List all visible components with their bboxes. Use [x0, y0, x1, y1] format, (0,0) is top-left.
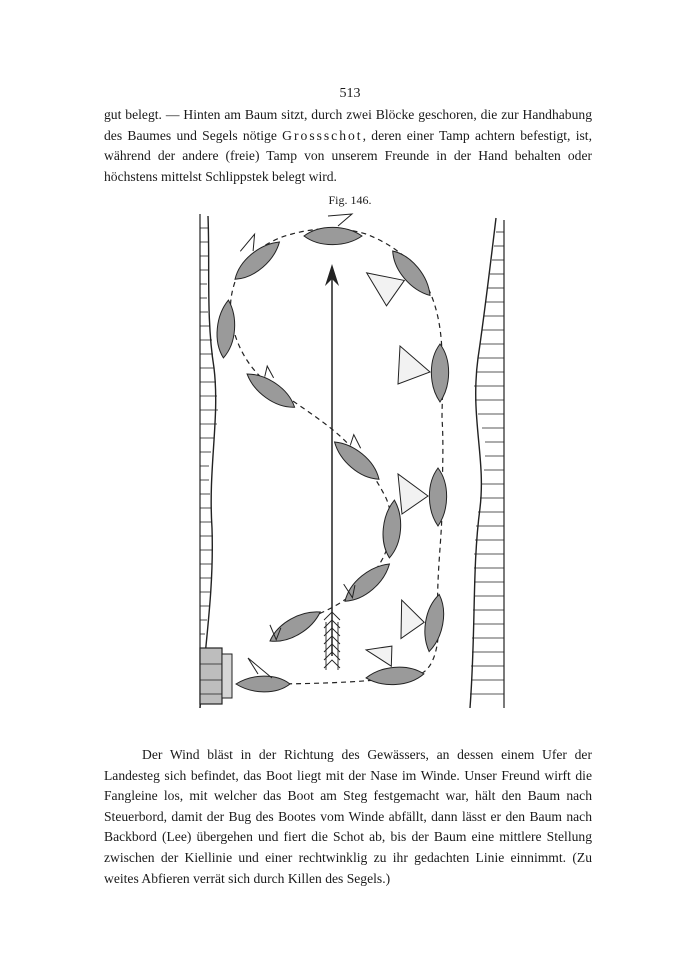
- left-shore: [200, 214, 218, 708]
- paragraph-top-text-1: gut belegt. — Hinten am Baum sitzt, durch zwei Blöcke geschoren, die zur Handhabung des Baumes und Segels nötige: [104, 107, 592, 143]
- paragraph-top: [104, 105, 592, 187]
- boat-11: [329, 428, 391, 486]
- paragraph-top-spaced-word: Grossschot: [282, 127, 363, 143]
- page-number: 513: [339, 86, 361, 101]
- boat-5: [398, 344, 449, 402]
- boat-3: [394, 588, 448, 653]
- boat-12: [381, 499, 403, 558]
- paragraph-bottom: Der Wind bläst in der Richtung des Gewässers, an dessen einem Ufer der Landesteg sich befindet, das Boot liegt mit der Nase im Winde. Unser Freund wirft die Fangleine los, mit welcher das Boot am Steg festgemacht war, hält den Baum nach Steuerbord, damit der Bug des Bootes vom Winde abfällt, dann lässt er den Baum nach Backbord (Lee) übergehen und fiert die Schot ab, bis der Baum eine mittlere Stellung zwischen der Kiellinie und einer rechtwinklig zu ihr gedachten Linie einnimmt. (Zu weites Abfieren verrät sich durch Killen des Segels.): [104, 747, 592, 886]
- landing-pier: [200, 648, 232, 704]
- figure-146: [180, 208, 520, 713]
- right-shore: [470, 218, 504, 708]
- boat-2: [364, 644, 425, 687]
- boat-4: [398, 468, 447, 526]
- boat-7: [304, 214, 362, 245]
- boat-14: [263, 600, 325, 649]
- boat-9: [215, 299, 237, 358]
- wind-arrow: [324, 264, 340, 670]
- boat-8: [221, 225, 285, 286]
- figure-caption: Fig. 146.: [328, 193, 372, 207]
- boat-1: [236, 658, 290, 692]
- boat-6: [362, 245, 437, 321]
- paragraph-top-text-2: , deren einer Tamp achtern befestigt, ist, während der andere (freie) Tamp von unserem Freunde in der Hand behalten oder höchstens mittelst Schlippstek belegt wird.: [104, 127, 592, 184]
